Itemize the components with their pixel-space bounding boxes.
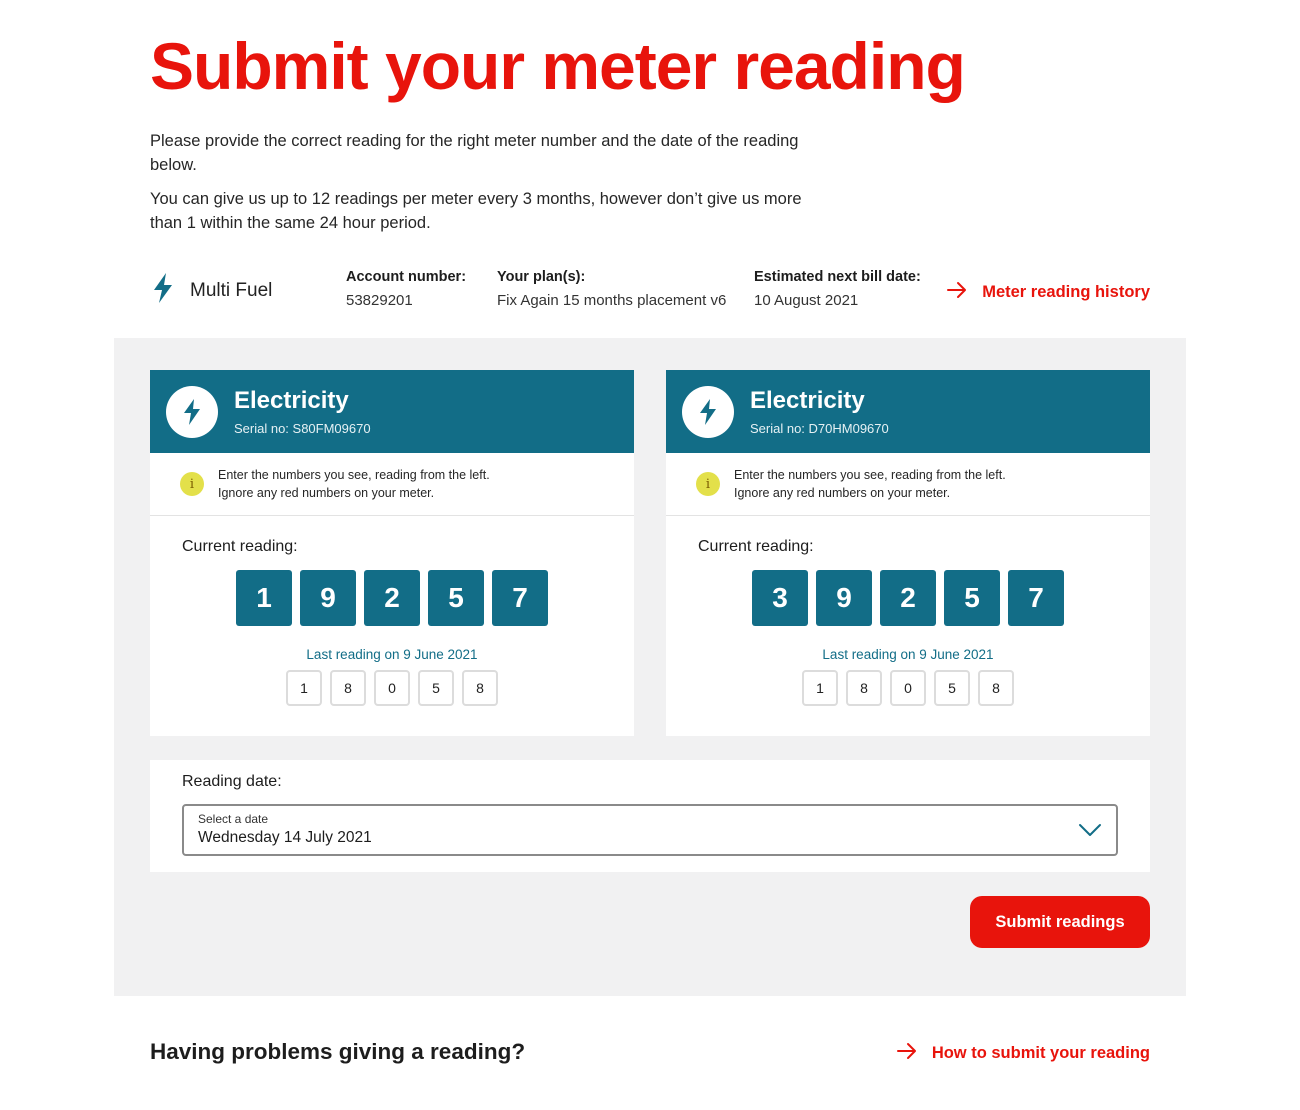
- last-reading-digit: 1: [802, 670, 838, 706]
- next-bill-date-label: Estimated next bill date:: [754, 269, 921, 285]
- current-reading-inputs: [666, 570, 1150, 626]
- meter-hint: [150, 453, 634, 516]
- intro-paragraph: Please provide the correct reading for the right meter number and the date of the reading below.: [150, 132, 799, 174]
- fuel-type-label: Multi Fuel: [190, 279, 273, 301]
- problems-heading: Having problems giving a reading?: [150, 1039, 526, 1064]
- meter-reading-history-link[interactable]: [946, 279, 1150, 306]
- last-reading-digits: [666, 670, 1150, 706]
- last-reading-label: Last reading on 9 June 2021: [822, 647, 994, 662]
- meter-card-header: [150, 370, 634, 453]
- account-number: [346, 268, 466, 310]
- page-title: Submit your meter reading: [150, 29, 965, 103]
- info-icon: i: [696, 472, 720, 496]
- account-number-label: Account number:: [346, 269, 467, 285]
- meter-reading-history-label: Meter reading history: [982, 283, 1150, 301]
- last-reading-digits: [150, 670, 634, 706]
- hint-line: Ignore any red numbers on your meter.: [218, 486, 435, 500]
- last-reading-digit: 8: [462, 670, 498, 706]
- reading-date-select[interactable]: [182, 804, 1118, 856]
- last-reading-digit: 8: [978, 670, 1014, 706]
- fuel-type: [150, 272, 272, 309]
- plan-value: Fix Again 15 months placement v6: [497, 292, 727, 309]
- arrow-right-icon: [946, 279, 982, 306]
- meter-type-title: Electricity: [234, 387, 349, 414]
- info-icon: i: [180, 472, 204, 496]
- reading-digit-input[interactable]: 2: [364, 570, 420, 626]
- how-to-submit-link[interactable]: [896, 1040, 1150, 1067]
- last-reading-digit: 5: [934, 670, 970, 706]
- select-value: Wednesday 14 July 2021: [198, 829, 372, 846]
- chevron-down-icon: [1078, 820, 1102, 840]
- last-reading-digit: 5: [418, 670, 454, 706]
- reading-digit-input[interactable]: 9: [300, 570, 356, 626]
- reading-digit-input[interactable]: 7: [492, 570, 548, 626]
- reading-digit-input[interactable]: 3: [752, 570, 808, 626]
- reading-digit-input[interactable]: 1: [236, 570, 292, 626]
- current-reading-label: Current reading:: [182, 538, 298, 555]
- hint-line: Ignore any red numbers on your meter.: [734, 486, 951, 500]
- submit-readings-button[interactable]: Submit readings: [970, 896, 1150, 948]
- reading-date-card: [150, 760, 1150, 872]
- reading-digit-input[interactable]: 7: [1008, 570, 1064, 626]
- last-reading-digit: 0: [374, 670, 410, 706]
- account-summary: [150, 262, 1150, 318]
- plan-label: Your plan(s):: [497, 269, 586, 285]
- meter-hint: [666, 453, 1150, 516]
- meter-card: [150, 370, 634, 736]
- select-caption: Select a date: [198, 812, 269, 826]
- meter-card-header: [666, 370, 1150, 453]
- meter-serial-number: Serial no: S80FM09670: [234, 421, 371, 436]
- reading-digit-input[interactable]: 5: [428, 570, 484, 626]
- electricity-icon: [166, 386, 218, 438]
- last-reading-digit: 8: [330, 670, 366, 706]
- how-to-submit-label: How to submit your reading: [931, 1044, 1150, 1062]
- last-reading-digit: 1: [286, 670, 322, 706]
- reading-digit-input[interactable]: 5: [944, 570, 1000, 626]
- hint-line: Enter the numbers you see, reading from the left.: [734, 468, 1006, 482]
- meter-serial-number: Serial no: D70HM09670: [750, 421, 889, 436]
- intro-paragraph-limits: You can give us up to 12 readings per meter every 3 months, however don’t give us more than 1 within the same 24 hour period.: [150, 190, 802, 232]
- arrow-right-icon: [896, 1040, 932, 1067]
- last-reading-label: Last reading on 9 June 2021: [306, 647, 478, 662]
- current-reading-label: Current reading:: [698, 538, 814, 555]
- readings-panel: [114, 338, 1186, 996]
- plan-info: [497, 268, 726, 310]
- reading-digit-input[interactable]: 2: [880, 570, 936, 626]
- lightning-bolt-icon: [150, 272, 176, 309]
- current-reading-inputs: [150, 570, 634, 626]
- last-reading-digit: 0: [890, 670, 926, 706]
- reading-digit-input[interactable]: 9: [816, 570, 872, 626]
- hint-line: Enter the numbers you see, reading from the left.: [218, 468, 490, 482]
- next-bill-date-value: 10 August 2021: [754, 292, 859, 309]
- last-reading-digit: 8: [846, 670, 882, 706]
- account-number-value: 53829201: [346, 292, 413, 309]
- meter-type-title: Electricity: [750, 387, 865, 414]
- electricity-icon: [682, 386, 734, 438]
- meter-card: [666, 370, 1150, 736]
- reading-date-label: Reading date:: [182, 773, 282, 790]
- next-bill-date: [754, 268, 921, 310]
